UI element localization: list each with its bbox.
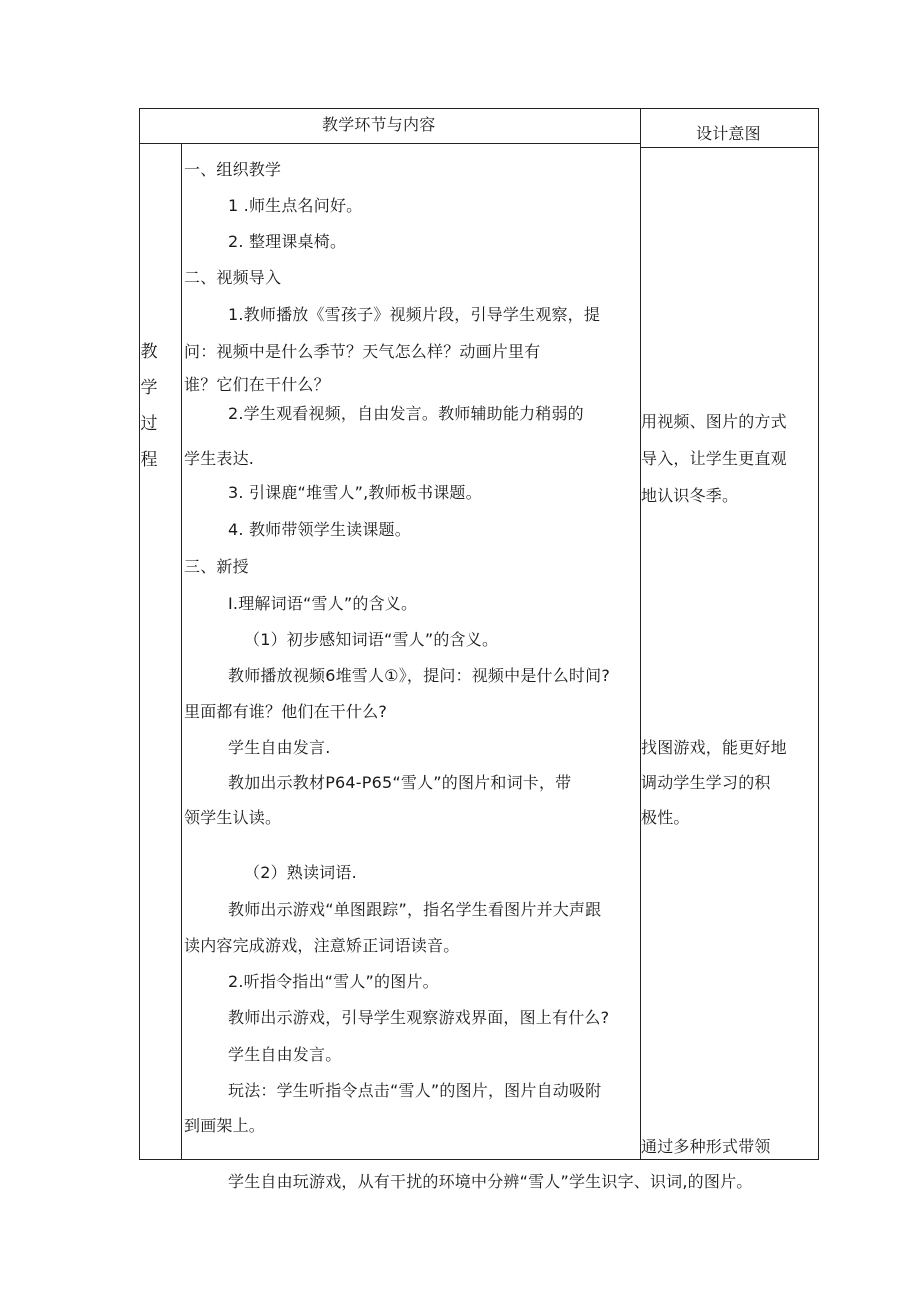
content-line: 领学生认读。 bbox=[184, 808, 282, 827]
content-line: 学生表达. bbox=[184, 449, 255, 468]
content-line: 2.学生观看视频，自由发言。教师辅助能力稍弱的 bbox=[228, 404, 584, 423]
intent-line: 通过多种形式带领 bbox=[641, 1137, 771, 1156]
section-label-vertical bbox=[139, 334, 159, 478]
intent-line: 用视频、图片的方式 bbox=[641, 412, 787, 431]
table-border-right bbox=[818, 108, 819, 1160]
header-divider-right bbox=[640, 147, 819, 148]
table-border-top bbox=[139, 108, 819, 109]
content-line: 1.教师播放《雪孩子》视频片段，引导学生观察，提 bbox=[228, 305, 601, 324]
section-label-char: 程 bbox=[140, 450, 158, 470]
content-line: 4. 教师带领学生读课题。 bbox=[228, 520, 411, 539]
intent-line: 找图游戏，能更好地 bbox=[641, 738, 787, 757]
content-line: 学生自由发言. bbox=[228, 738, 331, 757]
content-line: 二、视频导入 bbox=[184, 268, 282, 287]
content-line: （1）初步感知词语“雪人”的含义。 bbox=[244, 630, 499, 649]
intent-line: 极性。 bbox=[641, 808, 690, 827]
header-divider-left bbox=[139, 143, 640, 144]
content-line: 谁？它们在干什么？ bbox=[184, 375, 330, 394]
intent-line: 导入，让学生更直观 bbox=[641, 449, 787, 468]
content-line: 3. 引课鹿“堆雪人”,教师板书课题。 bbox=[228, 483, 482, 502]
content-line: 教加出示教材P64-P65“雪人”的图片和词卡，带 bbox=[228, 773, 572, 792]
content-line: 问：视频中是什么季节？天气怎么样？动画片里有 bbox=[184, 342, 541, 361]
section-divider bbox=[181, 143, 182, 1160]
header-content-column: 教学环节与内容 bbox=[322, 115, 436, 134]
content-line: 三、新授 bbox=[184, 557, 249, 576]
section-label-char: 过 bbox=[140, 414, 158, 434]
content-line: 2.听指令指出“雪人”的图片。 bbox=[228, 972, 439, 991]
section-label-char: 学 bbox=[140, 378, 158, 398]
header-intent-column: 设计意图 bbox=[696, 124, 761, 143]
intent-line: 地认识冬季。 bbox=[641, 486, 739, 505]
content-line: （2）熟读词语. bbox=[244, 863, 357, 882]
content-line: 教师出示游戏“单图跟踪”，指名学生看图片并大声跟 bbox=[228, 900, 602, 919]
content-line: 到画架上。 bbox=[184, 1116, 266, 1135]
intent-line: 调动学生学习的积 bbox=[641, 773, 771, 792]
content-line: I.理解词语“雪人”的含义。 bbox=[228, 594, 418, 613]
content-line: 教师播放视频6堆雪人①》，提问：视频中是什么时间? bbox=[228, 666, 611, 685]
content-line: 1 .师生点名问好。 bbox=[228, 196, 363, 215]
content-line: 2. 整理课桌椅。 bbox=[228, 232, 347, 251]
table-border-left bbox=[139, 108, 140, 1160]
content-line: 读内容完成游戏，注意矫正词语读音。 bbox=[184, 936, 460, 955]
content-line: 玩法：学生听指令点击“雪人”的图片，图片自动吸附 bbox=[228, 1081, 602, 1100]
content-line: 里面都有谁？他们在干什么? bbox=[184, 702, 388, 721]
content-line: 学生自由发言。 bbox=[228, 1045, 342, 1064]
section-label-char: 教 bbox=[140, 342, 158, 362]
table-border-bottom bbox=[139, 1159, 819, 1160]
content-line: 一、组织教学 bbox=[184, 160, 282, 179]
footer-paragraph: 学生自由玩游戏，从有干扰的环境中分辨“雪人”学生识字、识词,的图片。 bbox=[228, 1172, 753, 1191]
column-divider bbox=[640, 108, 641, 1160]
content-line: 教师出示游戏，引导学生观察游戏界面，图上有什么? bbox=[228, 1008, 610, 1027]
